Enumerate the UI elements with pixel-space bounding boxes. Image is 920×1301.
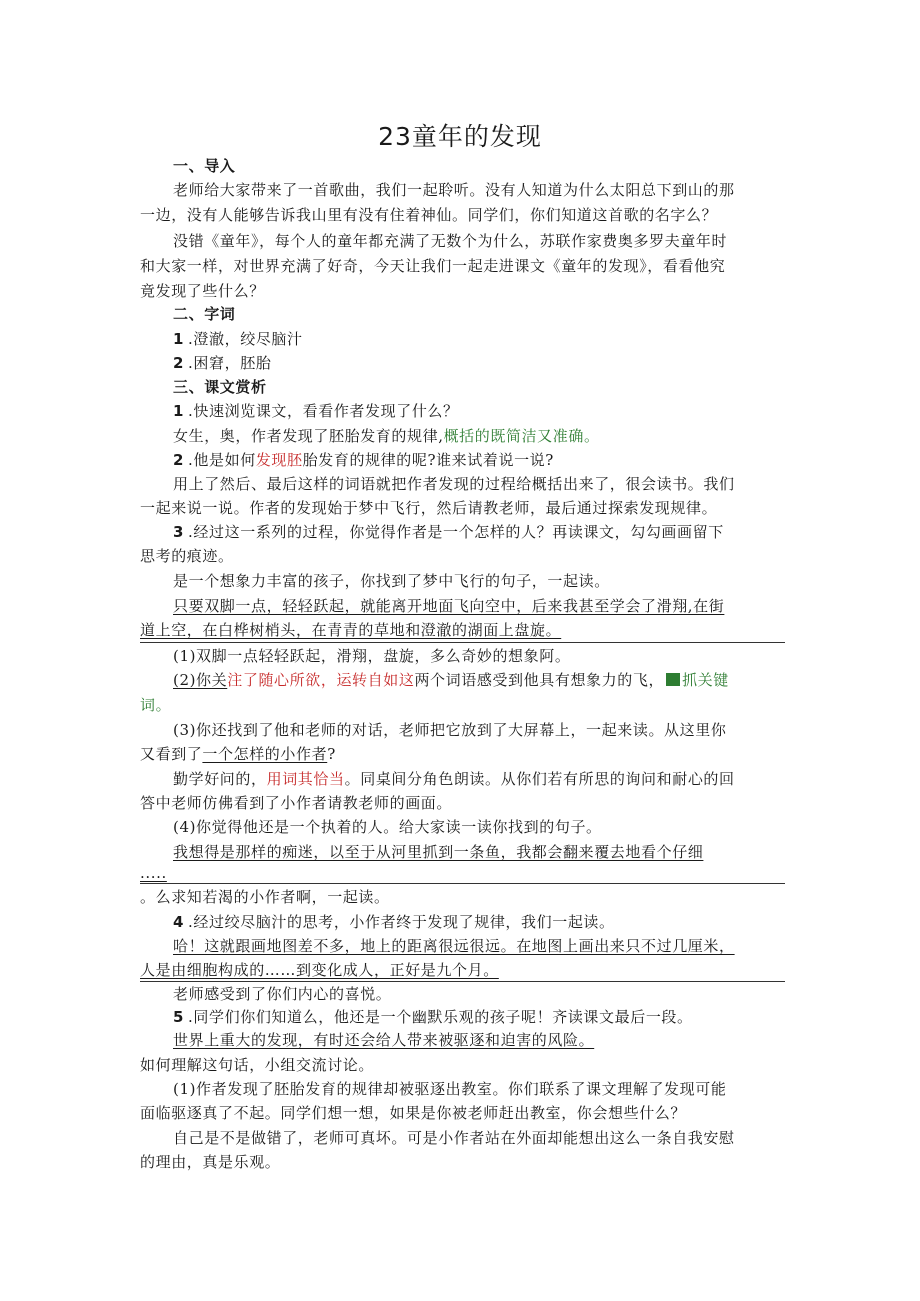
quote-line: 世界上重大的发现，有时还会给人带来被驱逐和迫害的风险。	[173, 1031, 595, 1049]
divider-line	[140, 981, 785, 982]
paragraph-line: 又看到了一个怎样的小作者?	[140, 745, 336, 763]
green-marker-icon	[666, 673, 680, 686]
quote-line: 人是由细胞构成的……到变化成人，正好是九个月。	[140, 961, 499, 979]
paragraph-line: 的理由，真是乐观。	[140, 1153, 281, 1171]
list-item: 1 .澄澈，绞尽脑汁	[173, 330, 303, 348]
answer-line: 女生，奥，作者发现了胚胎发育的规律,概括的既简洁又准确。	[173, 427, 600, 445]
paragraph-line: 一边，没有人能够告诉我山里有没有住着神仙。同学们，你们知道这首歌的名字么？	[140, 206, 718, 224]
paragraph-line: 是一个想象力丰富的孩子，你找到了梦中飞行的句子，一起读。	[173, 572, 610, 590]
paragraph-line: (1)双脚一点轻轻跃起，滑翔，盘旋，多么奇妙的想象阿。	[173, 647, 571, 665]
paragraph-line: (2)你关注了随心所欲，运转自如这两个词语感受到他具有想象力的飞， 抓关键	[173, 671, 729, 689]
question-line: 1 .快速浏览课文，看看作者发现了什么？	[173, 402, 459, 420]
red-highlight: 注了随心所欲，运转自如这	[227, 671, 415, 689]
question-line: 5 .同学们你们知道么，他还是一个幽默乐观的孩子呢！齐读课文最后一段。	[173, 1008, 693, 1026]
paragraph-line: 思考的痕迹。	[140, 547, 234, 565]
question-line: 3 .经过这一系列的过程，你觉得作者是一个怎样的人？再读课文，勾勾画画留下	[173, 523, 724, 541]
green-comment: 抓关键	[682, 671, 729, 689]
paragraph-line: 答中老师仿佛看到了小作者请教老师的画面。	[140, 794, 453, 812]
paragraph-line: 勤学好问的，用词其恰当。同桌间分角色朗读。从你们若有所思的询问和耐心的回	[173, 770, 735, 788]
quote-line: 我想得是那样的痴迷，以至于从河里抓到一条鱼，我都会翻来覆去地看个仔细	[173, 843, 704, 861]
paragraph-line: 竟发现了些什么？	[140, 282, 265, 300]
paragraph-line: (1)作者发现了胚胎发育的规律却被驱逐出教室。你们联系了课文理解了发现可能	[173, 1080, 727, 1098]
paragraph-line: 面临驱逐真了不起。同学们想一想，如果是你被老师赶出教室，你会想些什么？	[140, 1104, 687, 1122]
list-item: 2 .困窘，胚胎	[173, 354, 272, 372]
red-highlight: 用词其恰当	[266, 770, 345, 788]
section-heading-appreciation: 三、课文赏析	[173, 378, 267, 396]
page-title: 23童年的发现	[378, 122, 542, 151]
paragraph-line: 和大家一样，对世界充满了好奇，今天让我们一起走进课文《童年的发现》，看看他究	[140, 257, 726, 275]
divider-line	[140, 883, 785, 884]
paragraph-line: 用上了然后、最后这样的词语就把作者发现的过程给概括出来了，很会读书。我们	[173, 475, 735, 493]
paragraph-line: 。么求知若渴的小作者啊，一起读。	[140, 888, 390, 906]
question-line: 2 .他是如何发现胚胎发育的规律的呢?谁来试着说一说?	[173, 451, 554, 469]
divider-line	[140, 642, 785, 643]
paragraph-line: (3)你还找到了他和老师的对话，老师把它放到了大屏幕上，一起来读。从这里你	[173, 721, 727, 739]
question-line: 4 .经过绞尽脑汁的思考，小作者终于发现了规律，我们一起读。	[173, 913, 615, 931]
green-comment: 词。	[140, 696, 172, 714]
red-highlight: 发现胚	[255, 451, 303, 469]
paragraph-line: 老师感受到了你们内心的喜悦。	[173, 985, 392, 1003]
paragraph-line: (4)你觉得他还是一个执着的人。给大家读一读你找到的句子。	[173, 818, 602, 836]
green-comment: 概括的既简洁又准确。	[443, 427, 600, 445]
section-heading-words: 二、字词	[173, 305, 236, 323]
quote-line: 只要双脚一点，轻轻跃起，就能离开地面飞向空中，后来我甚至学会了滑翔,在街	[173, 597, 725, 615]
quote-line: .....	[140, 864, 167, 882]
paragraph-line: 自己是不是做错了，老师可真坏。可是小作者站在外面却能想出这么一条自我安慰	[173, 1129, 735, 1147]
paragraph-line: 如何理解这句话，小组交流讨论。	[140, 1056, 375, 1074]
paragraph-line: 老师给大家带来了一首歌曲，我们一起聆听。没有人知道为什么太阳总下到山的那	[173, 181, 735, 199]
quote-line: 哈！这就跟画地图差不多，地上的距离很远很远。在地图上画出来只不过几厘米，	[173, 937, 735, 955]
paragraph-line: 一起来说一说。作者的发现始于梦中飞行，然后请教老师，最后通过探索发现规律。	[140, 499, 718, 517]
section-heading-intro: 一、导入	[173, 157, 236, 175]
paragraph-line: 没错《童年》，每个人的童年都充满了无数个为什么，苏联作家费奥多罗夫童年时	[173, 232, 728, 250]
quote-line: 道上空，在白桦树梢头，在青青的草地和澄澈的湖面上盘旋。	[140, 621, 562, 639]
